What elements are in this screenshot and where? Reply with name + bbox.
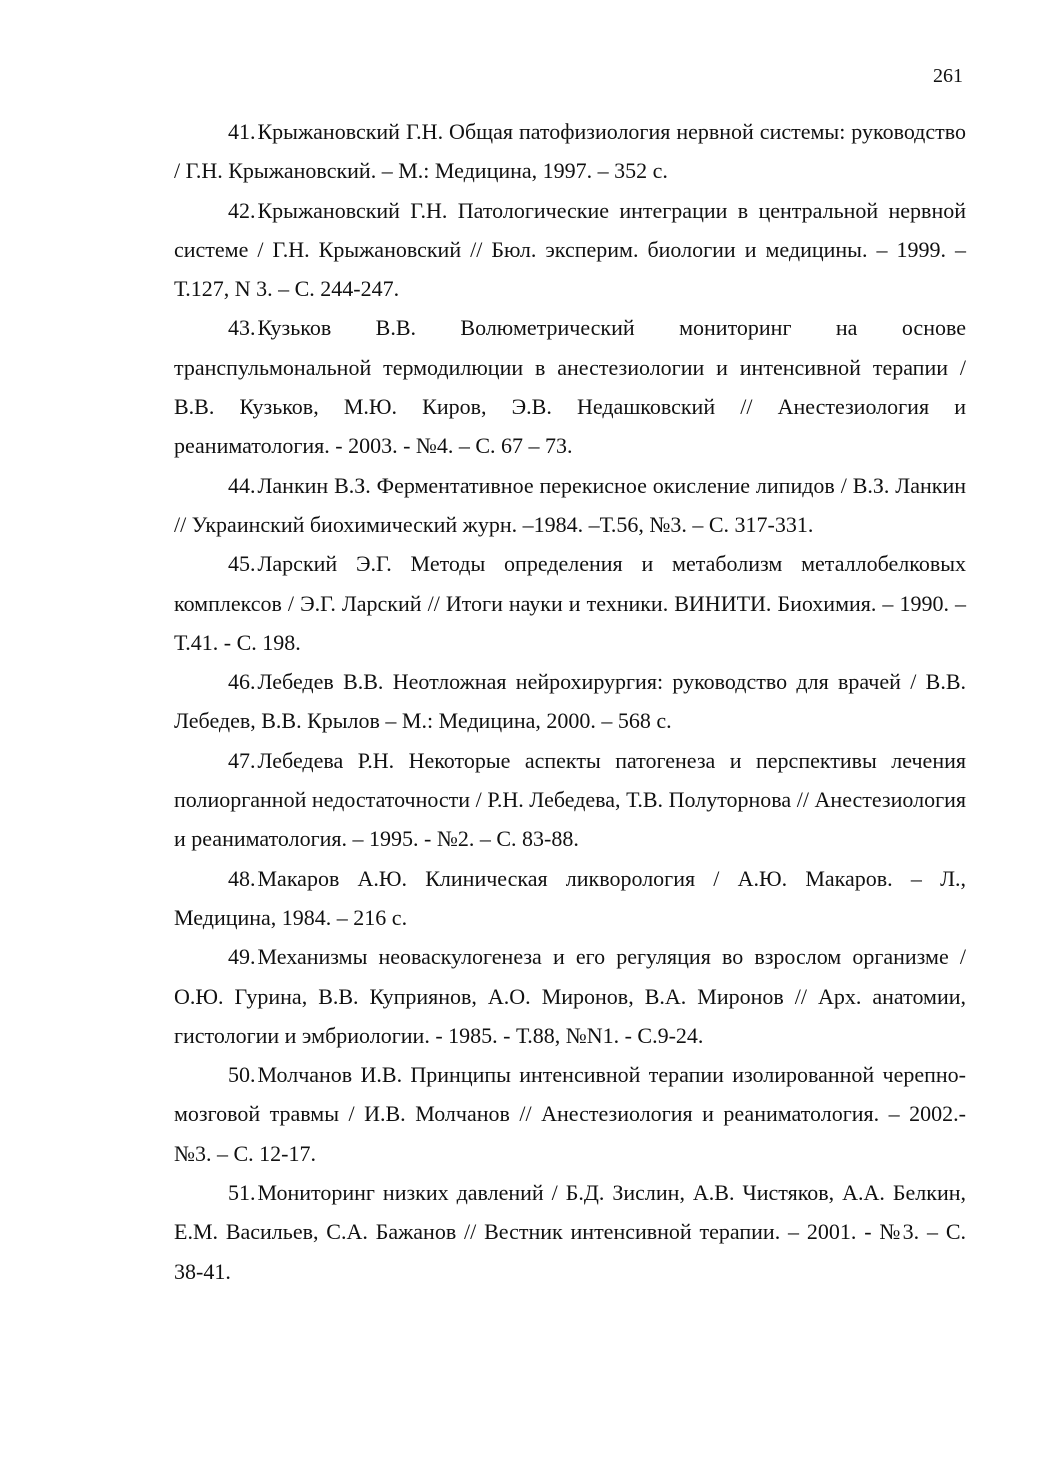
reference-number: 44.: [228, 472, 256, 498]
reference-item-41: [174, 112, 966, 191]
reference-number: 50.: [228, 1062, 256, 1088]
reference-number: 46.: [228, 669, 256, 695]
reference-item-43: [174, 308, 966, 465]
reference-item-45: [174, 544, 966, 662]
reference-item-48: [174, 859, 966, 938]
reference-number: 45.: [228, 551, 256, 577]
reference-number: 48.: [228, 865, 256, 891]
reference-item-46: [174, 662, 966, 741]
reference-item-49: [174, 937, 966, 1055]
reference-item-44: [174, 466, 966, 545]
reference-list: [174, 112, 966, 1291]
reference-number: 41.: [228, 119, 256, 144]
reference-number: 49.: [228, 944, 256, 970]
reference-text: Крыжановский Г.Н. Общая патофизиология нервной системы: руководство / Г.Н. Крыжановский. – М.: Медицина, 1997. – 352 с.: [174, 119, 966, 184]
page-number: 261: [933, 65, 963, 87]
reference-text: Крыжановский Г.Н. Патологические интеграции в центральной нервной системе / Г.Н. Крыжановский // Бюл. эксперим. биологии и медицины. – 1999. – Т.127, N 3. – С. 244-247.: [174, 197, 966, 302]
reference-item-42: [174, 191, 966, 309]
reference-text: Макаров А.Ю. Клиническая ликворология / А.Ю. Макаров. – Л., Медицина, 1984. – 216 с.: [174, 865, 966, 930]
reference-text: Ларский Э.Г. Методы определения и метаболизм металлобелковых комплексов / Э.Г. Ларский // Итоги науки и техники. ВИНИТИ. Биохимия. – 1990. – Т.41. - С. 198.: [174, 551, 966, 655]
reference-text: Мониторинг низких давлений / Б.Д. Зислин, А.В. Чистяков, А.А. Белкин, Е.М. Васильев, С.А. Бажанов // Вестник интенсивной терапии. – 2001. - №3. – С. 38-41.: [174, 1180, 966, 1284]
reference-number: 42.: [228, 197, 256, 223]
reference-text: Кузьков В.В. Волюметрический мониторинг на основе транспульмональной термодилюции в анестезиологии и интенсивной терапии / В.В. Кузьков, М.Ю. Киров, Э.В. Недашковский // Анестезиология и реаниматология. - 2003. - №4. – С. 67 – 73.: [174, 315, 966, 459]
reference-item-51: [174, 1173, 966, 1291]
reference-number: 43.: [228, 315, 256, 341]
reference-item-47: [174, 741, 966, 859]
reference-text: Механизмы неоваскулогенеза и его регуляция во взрослом организме / О.Ю. Гурина, В.В. Куприянов, А.О. Миронов, В.А. Миронов // Арх. анатомии, гистологии и эмбриологии. - 1985. - Т.88, №N1. - С.9-24.: [174, 944, 966, 1048]
reference-number: 51.: [228, 1180, 256, 1206]
reference-text: Лебедева Р.Н. Некоторые аспекты патогенеза и перспективы лечения полиорганной недостаточности / Р.Н. Лебедева, Т.В. Полуторнова // Анестезиология и реаниматология. – 1995. - №2. – С. 83-88.: [174, 747, 966, 852]
reference-text: Ланкин В.З. Ферментативное перекисное окисление липидов / В.З. Ланкин // Украинский биохимический журн. –1984. –Т.56, №3. – С. 317-331.: [174, 472, 966, 537]
reference-number: 47.: [228, 747, 256, 773]
reference-text: Молчанов И.В. Принципы интенсивной терапии изолированной черепно-мозговой травмы / И.В. Молчанов // Анестезиология и реаниматология. – 2002.- №3. – С. 12-17.: [174, 1062, 966, 1166]
reference-item-50: [174, 1055, 966, 1173]
reference-text: Лебедев В.В. Неотложная нейрохирургия: руководство для врачей / В.В. Лебедев, В.В. Крылов – М.: Медицина, 2000. – 568 с.: [174, 669, 966, 734]
